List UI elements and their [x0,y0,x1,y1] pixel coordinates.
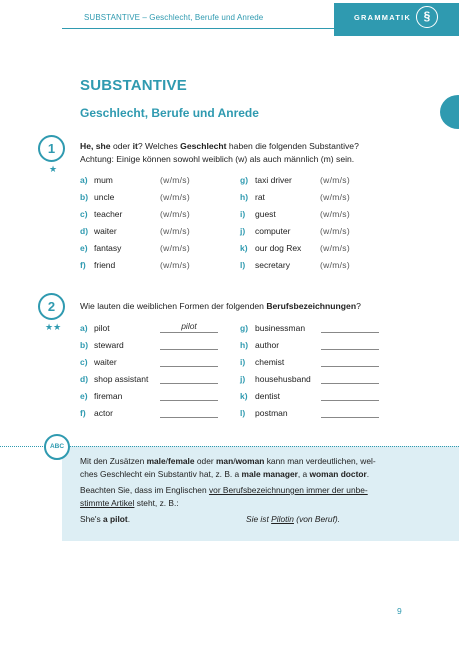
header-rule [62,28,334,29]
answer-blank[interactable] [321,355,379,367]
exercise-2-item [80,357,117,367]
item-letter: a) [80,175,88,185]
page-subtitle: Geschlecht, Berufe und Anrede [80,106,259,120]
exercise-2-item [80,340,124,350]
item-word: rat [255,192,265,202]
exercise-2-item [240,391,281,401]
exercise-2-item [80,391,123,401]
item-letter: c) [80,209,88,219]
page-number: 9 [397,606,402,616]
paragraph-icon: § [416,6,438,28]
item-letter: f) [80,408,86,418]
exercise-1-item [240,260,350,270]
item-word: friend [94,260,116,270]
exercise-1-number: 1 [38,135,65,162]
gender-options[interactable]: (w/m/s) [160,243,190,253]
gender-options[interactable]: (w/m/s) [160,209,190,219]
answer-blank[interactable] [160,355,218,367]
item-word: computer [255,226,291,236]
exercise-1-item [240,243,350,253]
item-letter: e) [80,391,88,401]
answer-blank[interactable] [160,389,218,401]
info-example-german: Sie ist Pilotin (von Beruf). [246,514,341,524]
item-word: businessman [255,323,306,333]
running-header: SUBSTANTIVE – Geschlecht, Berufe und Anrede [84,13,264,22]
item-letter: j) [240,226,246,236]
exercise-1-difficulty-stars: ★ [49,164,58,174]
exercise-2-number: 2 [38,293,65,320]
item-word: postman [255,408,288,418]
item-word: taxi driver [255,175,292,185]
item-word: dentist [255,391,281,401]
item-word: pilot [94,323,110,333]
item-letter: d) [80,226,89,236]
exercise-1-item [80,260,190,270]
item-word: chemist [255,357,285,367]
exercise-2-item [80,374,149,384]
item-word: actor [94,408,113,418]
item-letter: b) [80,192,89,202]
exercise-2-item [240,357,285,367]
page-title: SUBSTANTIVE [80,77,187,94]
gender-options[interactable]: (w/m/s) [320,260,350,270]
answer-blank[interactable] [160,372,218,384]
exercise-2-item [240,374,311,384]
info-paragraph-1: Mit den Zusätzen male/female oder man/woman kann man verdeutlichen, wel- ches Geschlecht ein Substantiv hat, z. B. a male manager, a woman doctor. [80,456,376,479]
gender-options[interactable]: (w/m/s) [160,175,190,185]
item-letter: c) [80,357,88,367]
item-letter: k) [240,391,248,401]
item-letter: a) [80,323,88,333]
answer-blank[interactable] [321,338,379,350]
item-letter: h) [240,340,249,350]
gender-options[interactable]: (w/m/s) [160,192,190,202]
item-word: teacher [94,209,123,219]
item-letter: d) [80,374,89,384]
item-letter: f) [80,260,86,270]
answer-blank[interactable] [321,406,379,418]
item-letter: g) [240,323,249,333]
exercise-2-difficulty-stars: ★★ [45,322,62,332]
gender-options[interactable]: (w/m/s) [320,192,350,202]
gender-options[interactable]: (w/m/s) [320,209,350,219]
item-letter: i) [240,209,246,219]
item-word: author [255,340,280,350]
exercise-2-item [240,408,288,418]
gender-options[interactable]: (w/m/s) [160,226,190,236]
item-word: shop assistant [94,374,149,384]
answer-blank[interactable] [160,338,218,350]
item-letter: l) [240,408,246,418]
exercise-1-item [80,209,190,219]
exercise-2-item [240,323,306,333]
item-word: secretary [255,260,290,270]
item-word: guest [255,209,276,219]
section-label: GRAMMATIK [354,13,412,22]
exercise-1-item [240,175,350,185]
item-word: waiter [94,226,117,236]
abc-badge: ABC [44,434,70,460]
item-letter: b) [80,340,89,350]
side-thumb-tab [440,95,459,129]
exercise-1-item [80,226,190,236]
exercise-1-item [80,175,190,185]
gender-options[interactable]: (w/m/s) [320,175,350,185]
gender-options[interactable]: (w/m/s) [320,243,350,253]
exercise-1-item [80,192,190,202]
item-letter: l) [240,260,246,270]
gender-options[interactable]: (w/m/s) [320,226,350,236]
answer-blank[interactable] [321,372,379,384]
exercise-2-instruction: Wie lauten die weiblichen Formen der folgenden Berufsbezeichnungen? [80,301,361,311]
info-example-english: She's a pilot. [80,514,131,524]
item-word: fireman [94,391,123,401]
item-letter: j) [240,374,246,384]
item-word: househusband [255,374,311,384]
answer-blank[interactable] [321,389,379,401]
exercise-2-item [240,340,280,350]
exercise-1-item [240,226,350,236]
item-word: waiter [94,357,117,367]
item-letter: k) [240,243,248,253]
item-letter: e) [80,243,88,253]
info-paragraph-2: Beachten Sie, dass im Englischen vor Berufsbezeichnungen immer der unbe- stimmte Artikel steht, z. B.: [80,485,368,508]
answer-blank[interactable] [321,321,379,333]
exercise-2-item [80,321,197,333]
item-letter: h) [240,192,249,202]
item-word: mum [94,175,113,185]
item-word: steward [94,340,124,350]
item-word: our dog Rex [255,243,302,253]
item-letter: g) [240,175,249,185]
exercise-1-item [240,209,350,219]
item-letter: i) [240,357,246,367]
answer-blank[interactable] [160,406,218,418]
answer-blank[interactable]: pilot [160,321,218,333]
item-word: fantasy [94,243,122,253]
gender-options[interactable]: (w/m/s) [160,260,190,270]
exercise-1-item [240,192,350,202]
exercise-2-item [80,408,113,418]
exercise-1-item [80,243,190,253]
exercise-1-instruction: He, she oder it? Welches Geschlecht haben die folgenden Substantive? Achtung: Einige können sowohl weiblich (w) als auch männlich (m) sein. [80,141,359,164]
item-word: uncle [94,192,115,202]
